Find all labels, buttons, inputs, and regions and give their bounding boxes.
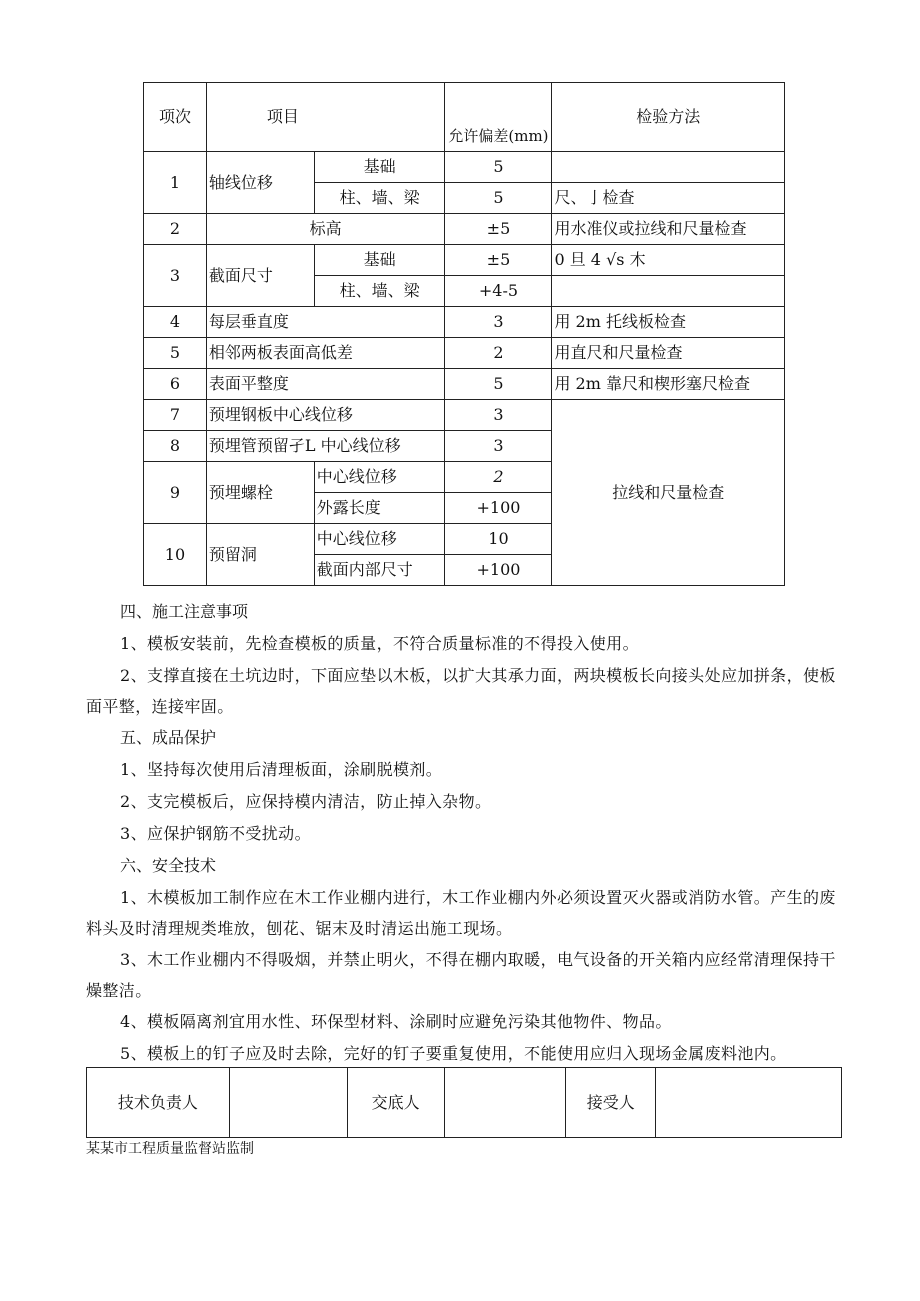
tech-lead-label: 技术负责人 <box>87 1068 230 1138</box>
receiver-signature-field[interactable] <box>656 1068 842 1138</box>
tolerance-value: 2 <box>445 462 552 493</box>
paragraph: 2、支完模板后，应保持模内清洁，防止掉入杂物。 <box>120 792 492 811</box>
tolerance-value: ±5 <box>445 245 552 276</box>
sub-item: 截面内部尺寸 <box>314 555 445 586</box>
tech-lead-signature-field[interactable] <box>229 1068 347 1138</box>
tolerance-value: +100 <box>445 493 552 524</box>
receiver-label: 接受人 <box>566 1068 656 1138</box>
tolerance-value: 3 <box>445 400 552 431</box>
row-number: 5 <box>144 338 207 369</box>
section-heading: 五、成品保护 <box>120 728 217 747</box>
paragraph: 1、模板安装前，先检查模板的质量，不符合质量标准的不得投入使用。 <box>120 634 639 653</box>
paragraph: 3、木工作业棚内不得吸烟，并禁止明火，不得在棚内取暖，电气设备的开关箱内应经常清理保持干燥整洁。 <box>86 950 836 1000</box>
item-name: 预留洞 <box>206 524 314 586</box>
tolerance-value: 10 <box>445 524 552 555</box>
sub-item: 柱、墙、梁 <box>314 276 445 307</box>
method-cell-empty <box>552 152 785 183</box>
row-number: 4 <box>144 307 207 338</box>
header-index: 项次 <box>144 83 207 152</box>
item-name: 预埋钢板中心线位移 <box>206 400 445 431</box>
tolerance-value: 5 <box>445 183 552 214</box>
method-text: 0 旦 4 √s 木 <box>552 245 785 276</box>
sub-item: 外露长度 <box>314 493 445 524</box>
method-text: 用直尺和尺量检查 <box>552 338 785 369</box>
method-text: 用水准仪或拉线和尺量检查 <box>552 214 785 245</box>
item-name: 预埋管预留孑L 中心线位移 <box>206 431 445 462</box>
method-text: 用 2m 托线板检查 <box>552 307 785 338</box>
table-row <box>144 245 785 276</box>
row-number: 3 <box>144 245 207 307</box>
paragraph: 1、坚持每次使用后清理板面，涂刷脱模剂。 <box>120 760 443 779</box>
row-number: 6 <box>144 369 207 400</box>
header-method: 检验方法 <box>552 83 785 152</box>
paragraph: 1、木模板加工制作应在木工作业棚内进行，木工作业棚内外必须设置灭火器或消防水管。产生的废料头及时清理规类堆放，刨花、锯末及时清运出施工现场。 <box>86 888 836 938</box>
signoff-row <box>87 1068 842 1138</box>
tolerance-value: +100 <box>445 555 552 586</box>
item-name: 每层垂直度 <box>206 307 445 338</box>
tolerance-value: +4-5 <box>445 276 552 307</box>
sub-item: 基础 <box>314 152 445 183</box>
table-row <box>144 214 785 245</box>
item-name: 相邻两板表面高低差 <box>206 338 445 369</box>
row-number: 9 <box>144 462 207 524</box>
paragraph: 5、模板上的钉子应及时去除，完好的钉子要重复使用，不能使用应归入现场金属废料池内。 <box>120 1044 787 1063</box>
discloser-label: 交底人 <box>347 1068 444 1138</box>
sub-item: 中心线位移 <box>314 462 445 493</box>
tolerance-value: 3 <box>445 307 552 338</box>
table-row <box>144 400 785 431</box>
sub-item: 中心线位移 <box>314 524 445 555</box>
method-text: 尺、亅检查 <box>552 183 785 214</box>
table-header-row <box>144 83 785 152</box>
tolerance-value: 5 <box>445 369 552 400</box>
paragraph: 2、支撑直接在土坑边时，下面应垫以木板，以扩大其承力面，两块模板长向接头处应加拼条，使板面平整，连接牢固。 <box>86 666 836 716</box>
tolerance-value: ±5 <box>445 214 552 245</box>
header-tolerance: 允许偏差(mm) <box>445 83 552 152</box>
footer-issuer: 某某市工程质量监督站监制 <box>86 1141 254 1157</box>
section-heading: 六、安全技术 <box>120 856 217 875</box>
sub-item: 基础 <box>314 245 445 276</box>
tolerance-value: 2 <box>445 338 552 369</box>
row-number: 7 <box>144 400 207 431</box>
sub-item: 柱、墙、梁 <box>314 183 445 214</box>
table-row <box>144 152 785 183</box>
item-name: 标高 <box>206 214 445 245</box>
row-number: 10 <box>144 524 207 586</box>
notes-body <box>86 596 846 1070</box>
section-heading: 四、施工注意事项 <box>120 602 249 621</box>
tolerance-value: 3 <box>445 431 552 462</box>
paragraph: 4、模板隔离剂宜用水性、环保型材料、涂刷时应避免污染其他物件、物品。 <box>120 1012 672 1031</box>
discloser-signature-field[interactable] <box>444 1068 566 1138</box>
tolerance-value: 5 <box>445 152 552 183</box>
method-text: 用 2m 靠尺和楔形塞尺检查 <box>552 369 785 400</box>
header-item: 项目 <box>206 83 445 152</box>
row-number: 2 <box>144 214 207 245</box>
table-row <box>144 369 785 400</box>
table-row <box>144 307 785 338</box>
method-cell-empty <box>552 276 785 307</box>
paragraph: 3、应保护钢筋不受扰动。 <box>120 824 311 843</box>
item-name: 表面平整度 <box>206 369 445 400</box>
inspection-table <box>143 82 785 586</box>
item-name: 轴线位移 <box>206 152 314 214</box>
row-number: 1 <box>144 152 207 214</box>
item-name: 预埋螺栓 <box>206 462 314 524</box>
merged-method: 拉线和尺量检查 <box>552 400 785 586</box>
signoff-table <box>86 1067 842 1138</box>
item-name: 截面尺寸 <box>206 245 314 307</box>
table-row <box>144 338 785 369</box>
row-number: 8 <box>144 431 207 462</box>
